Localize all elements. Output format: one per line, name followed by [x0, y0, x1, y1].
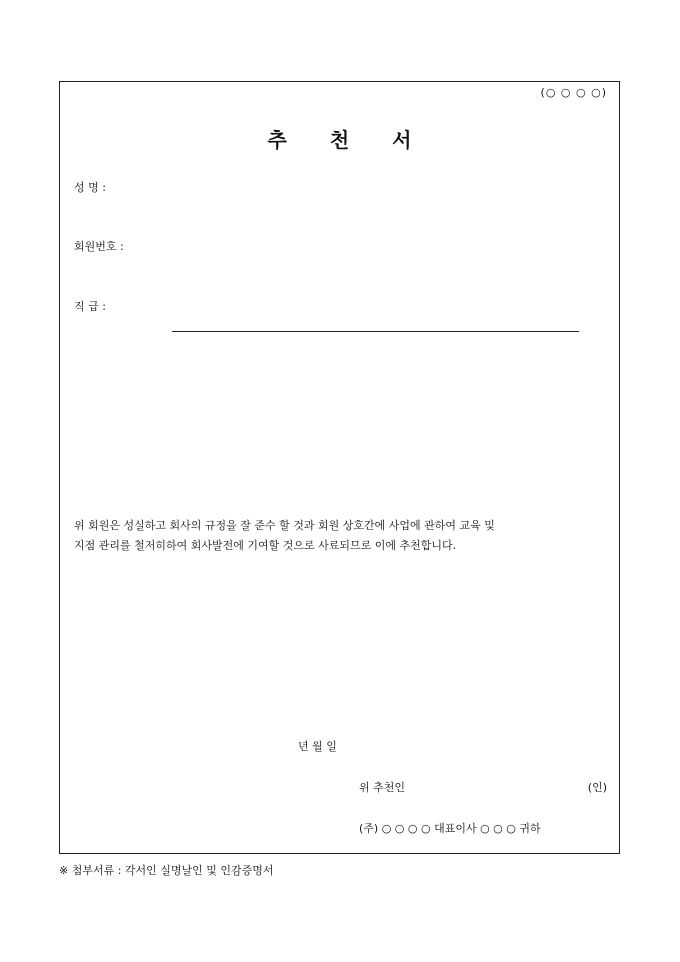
member-number-field-label: 회원번호 : — [74, 240, 124, 253]
addressee-line: (주) ○ ○ ○ ○ 대표이사 ○ ○ ○ 귀하 — [359, 822, 541, 835]
form-code: (○ ○ ○ ○) — [540, 86, 607, 99]
rank-field-label: 직 급 : — [74, 300, 106, 313]
date-line: 년 월 일 — [298, 740, 337, 753]
name-field-label: 성 명 : — [74, 181, 106, 194]
body-line-2: 지점 관리를 철저히하여 회사발전에 기여할 것으로 사료되므로 이에 추천합니다. — [74, 539, 457, 552]
recommendation-body — [74, 516, 495, 556]
signature-divider-line — [172, 331, 579, 332]
document-title: 추 천 서 — [267, 128, 430, 152]
body-line-1: 위 회원은 성실하고 회사의 규정을 잘 준수 할 것과 회원 상호간에 사업에 관하여 교육 및 — [74, 519, 495, 532]
recommender-label: 위 추천인 — [359, 781, 406, 794]
seal-mark: (인) — [587, 781, 607, 794]
attachment-note: ※ 첨부서류 : 각서인 실명날인 및 인감증명서 — [59, 864, 274, 877]
recommendation-form — [59, 81, 620, 854]
